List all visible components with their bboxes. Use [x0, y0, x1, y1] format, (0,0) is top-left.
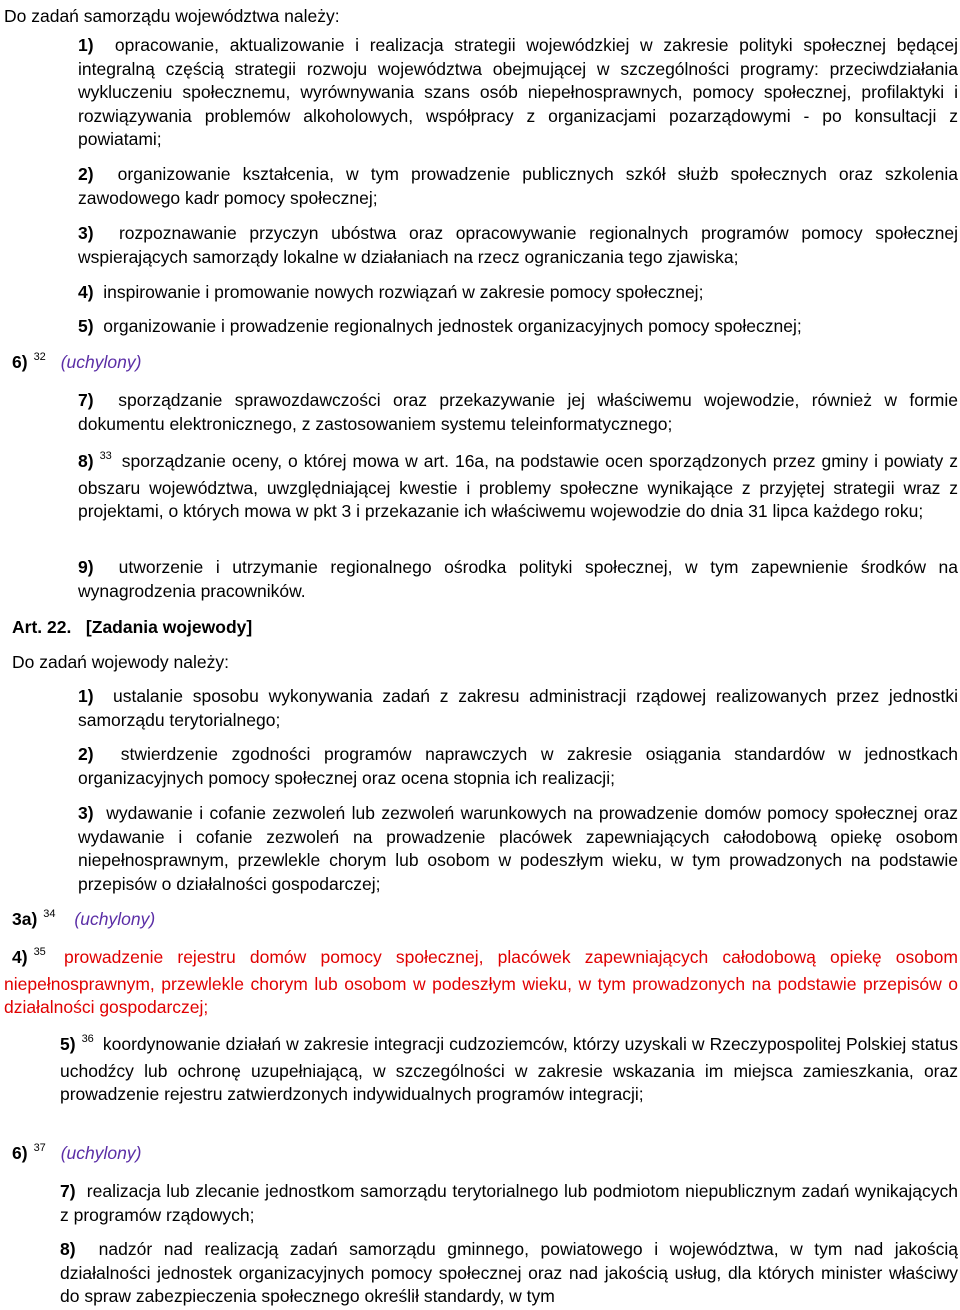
intro-governor: Do zadań wojewody należy:: [12, 652, 229, 672]
article-label: Art. 22.: [12, 617, 72, 637]
item-text: organizowanie i prowadzenie regionalnych jednostek organizacyjnych pomocy społecznej;: [103, 316, 802, 336]
item-number: 3): [78, 223, 94, 243]
repealed-text: (uchylony): [60, 1143, 142, 1163]
item-text: utworzenie i utrzymanie regionalnego ośrodka polityki społecznej, w tym zapewnienie środków na wynagrodzenia pracowników.: [78, 557, 958, 601]
voiv-item-2: [78, 163, 958, 210]
item-number: 8): [78, 451, 94, 471]
voiv-item-1: [78, 34, 958, 152]
footnote-marker: 35: [33, 946, 46, 958]
item-text: nadzór nad realizacją zadań samorządu gminnego, powiatowego i województwa, w tym nad jakością działalności jednostek organizacyjnych pomocy społecznej oraz nad jakością usług, dla których minister właściwy do spraw zabezpieczenia społecznego określił standardy, w tym: [60, 1239, 958, 1307]
article-title: [Zadania wojewody]: [85, 617, 253, 637]
voiv-item-5: [78, 315, 958, 339]
article-heading: [12, 617, 252, 638]
amended-text: prowadzenie rejestru domów pomocy społecznej, placówek zapewniających całodobową opiekę osobom niepełnosprawnym, przewlekle chorym lub osobom w podeszłym wieku, w tym prowadzonych na podstawie przepisów o działalności gospodarczej;: [4, 947, 958, 1018]
item-number: 2): [78, 164, 94, 184]
item-number: 3a): [12, 909, 38, 929]
voiv-item-8: [78, 450, 958, 524]
voiv-item-9: [78, 556, 958, 603]
item-text: sporządzanie sprawozdawczości oraz przekazywanie jej właściwemu wojewodzie, również w formie dokumentu elektronicznego, z zastosowaniem systemu teleinformatycznego;: [78, 390, 958, 434]
item-text: ustalanie sposobu wykonywania zadań z zakresu administracji rządowej realizowanych przez jednostki samorządu terytorialnego;: [78, 686, 958, 730]
item-text: organizowanie kształcenia, w tym prowadzenie publicznych szkół służb społecznych oraz szkolenia zawodowego kadr pomocy społecznej;: [78, 164, 958, 208]
item-number: 3): [78, 803, 94, 823]
item-number: 9): [78, 557, 94, 577]
item-number: 5): [78, 316, 94, 336]
item-number: 7): [78, 390, 94, 410]
gov-item-7: [60, 1180, 958, 1227]
gov-item-4: [4, 946, 958, 1020]
footnote-marker: 33: [99, 450, 112, 462]
gov-item-5: [60, 1033, 958, 1107]
voiv-item-4: [78, 281, 958, 305]
item-text: inspirowanie i promowanie nowych rozwiązań w zakresie pomocy społecznej;: [103, 282, 704, 302]
item-number: 6): [12, 1143, 28, 1163]
repealed-text: (uchylony): [60, 352, 142, 372]
item-text: sporządzanie oceny, o której mowa w art. 16a, na podstawie ocen sporządzonych przez gminy i powiaty z obszaru województwa, uwzględniającej kwestie i problemy społeczne wynikające z przyjętej strategii wraz z projektami, o których mowa w pkt 3 i przekazanie ich właściwemu wojewodzie do dnia 31 lipca każdego roku;: [78, 451, 958, 522]
footnote-marker: 36: [81, 1033, 94, 1045]
gov-item-3a: [12, 909, 155, 930]
item-number: 4): [12, 947, 28, 967]
voiv-item-3: [78, 222, 958, 269]
footnote-marker: 34: [43, 908, 56, 920]
gov-item-1: [78, 685, 958, 732]
item-number: 2): [78, 744, 94, 764]
item-text: opracowanie, aktualizowanie i realizacja strategii wojewódzkiej w zakresie polityki społecznej będącej integralną częścią strategii rozwoju województwa obejmującej w szczególności programy: przeciwdziałania wykluczeniu społecznemu, wyrównywania szans osób niepełnosprawnych, pomocy społecznej, profilaktyki i rozwiązywania problemów alkoholowych, współpracy z organizacjami pozarządowymi - po konsultacji z powiatami;: [78, 35, 959, 150]
item-number: 8): [60, 1239, 76, 1259]
item-text: wydawanie i cofanie zezwoleń lub zezwoleń warunkowych na prowadzenie domów pomocy społecznej oraz wydawanie i cofanie zezwoleń na prowadzenie placówek zapewniających całodobową opiekę osobom niepełnosprawnym, przewlekle chorym lub osobom w podeszłym wieku, w tym prowadzonych na podstawie przepisów o działalności gospodarczej;: [78, 803, 958, 894]
repealed-text: (uchylony): [74, 909, 156, 929]
item-text: koordynowanie działań w zakresie integracji cudzoziemców, którzy uzyskali w Rzeczypospolitej Polskiej status uchodźcy lub ochronę uzupełniającą, w szczególności w zakresie wskazania im miejsca zamieszkania, oraz prowadzenie rejestru zatwierdzonych indywidualnych programów integracji;: [60, 1034, 958, 1105]
item-number: 6): [12, 352, 28, 372]
intro-voivodeship: Do zadań samorządu województwa należy:: [4, 6, 340, 26]
item-text: realizacja lub zlecanie jednostkom samorządu terytorialnego lub podmiotom niepublicznym zadań wynikających z programów rządowych;: [60, 1181, 958, 1225]
gov-item-3: [78, 802, 958, 896]
gov-item-6: [12, 1143, 141, 1164]
voiv-item-7: [78, 389, 958, 436]
gov-item-8: [60, 1238, 958, 1309]
item-number: 7): [60, 1181, 76, 1201]
item-number: 5): [60, 1034, 76, 1054]
item-text: stwierdzenie zgodności programów naprawczych w zakresie osiągania standardów w jednostkach organizacyjnych pomocy społecznej oraz ocena stopnia ich realizacji;: [78, 744, 958, 788]
item-text: rozpoznawanie przyczyn ubóstwa oraz opracowywanie regionalnych programów pomocy społecznej wspierających samorządy lokalne w działaniach na rzecz ograniczania tego zjawiska;: [78, 223, 958, 267]
footnote-marker: 32: [33, 351, 46, 363]
voiv-item-6: [12, 352, 141, 373]
item-number: 1): [78, 686, 94, 706]
gov-item-2: [78, 743, 958, 790]
item-number: 1): [78, 35, 94, 55]
footnote-marker: 37: [33, 1142, 46, 1154]
item-number: 4): [78, 282, 94, 302]
